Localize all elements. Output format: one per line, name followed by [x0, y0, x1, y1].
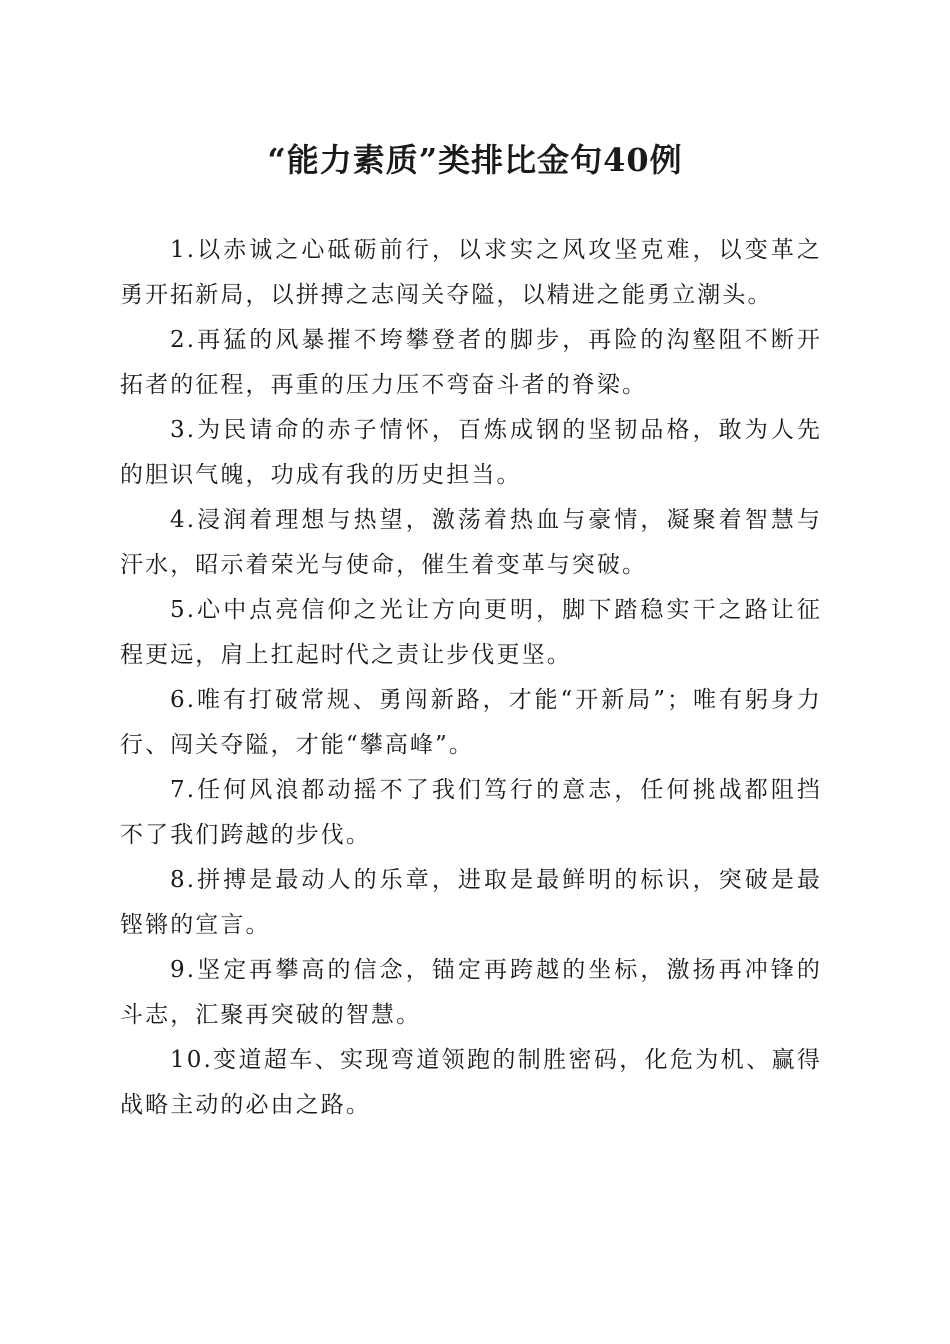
paragraph-5: 5.心中点亮信仰之光让方向更明，脚下踏稳实干之路让征程更远，肩上扛起时代之责让步伐更坚。 — [120, 597, 822, 668]
paragraph-10: 10.变道超车、实现弯道领跑的制胜密码，化危为机、赢得战略主动的必由之路。 — [120, 1047, 822, 1118]
paragraph-2: 2.再猛的风暴摧不垮攀登者的脚步，再险的沟壑阻不断开拓者的征程，再重的压力压不弯奋斗者的脊梁。 — [120, 327, 822, 398]
paragraph-6: 6.唯有打破常规、勇闯新路，才能“开新局”；唯有躬身力行、闯关夺隘，才能“攀高峰”。 — [120, 687, 822, 758]
paragraph-9: 9.坚定再攀高的信念，锚定再跨越的坐标，激扬再冲锋的斗志，汇聚再突破的智慧。 — [120, 957, 822, 1028]
document-body — [120, 228, 822, 1128]
paragraph-3: 3.为民请命的赤子情怀，百炼成钢的坚韧品格，敢为人先的胆识气魄，功成有我的历史担当。 — [120, 417, 822, 488]
paragraph-7: 7.任何风浪都动摇不了我们笃行的意志，任何挑战都阻挡不了我们跨越的步伐。 — [120, 777, 822, 848]
paragraph-1: 1.以赤诚之心砥砺前行，以求实之风攻坚克难，以变革之勇开拓新局，以拼搏之志闯关夺隘，以精进之能勇立潮头。 — [120, 237, 822, 308]
paragraph-8: 8.拼搏是最动人的乐章，进取是最鲜明的标识，突破是最铿锵的宣言。 — [120, 867, 822, 938]
paragraph-4: 4.浸润着理想与热望，激荡着热血与豪情，凝聚着智慧与汗水，昭示着荣光与使命，催生着变革与突破。 — [120, 507, 822, 578]
document-title: “能力素质”类排比金句40例 — [267, 141, 683, 179]
